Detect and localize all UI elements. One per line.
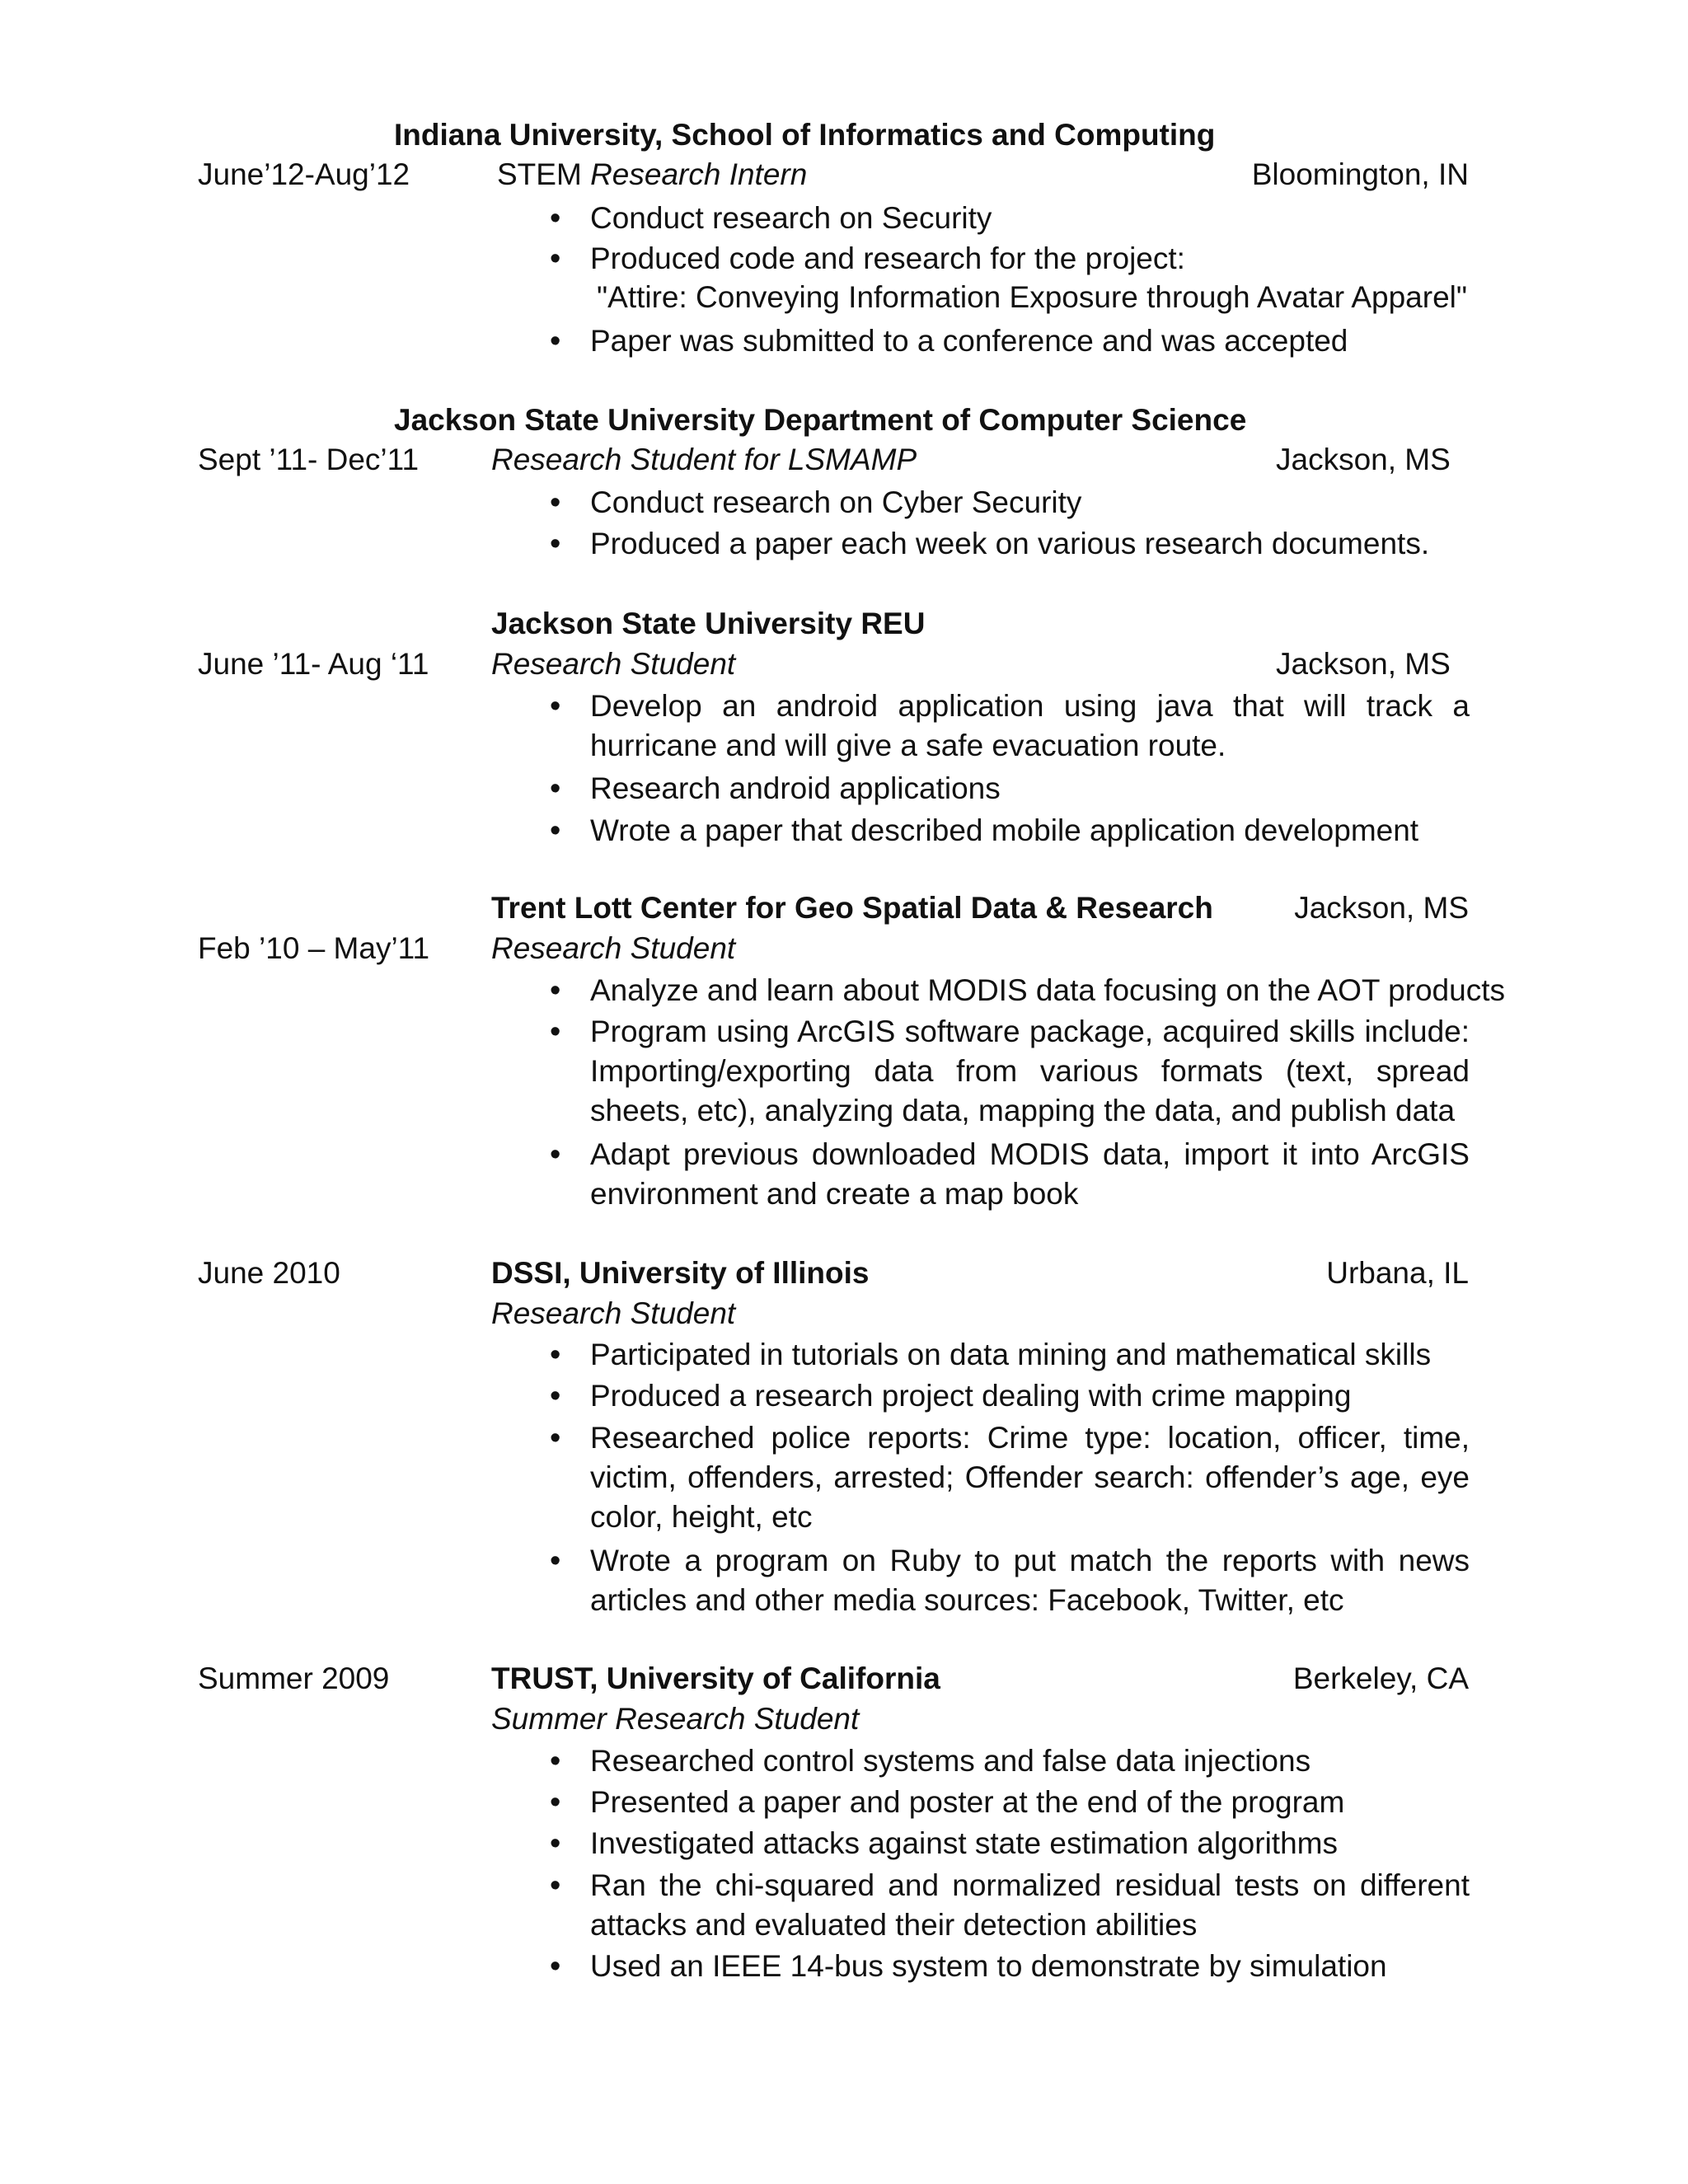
bullet-text: Used an IEEE 14-bus system to demonstrate by simulation — [590, 1949, 1387, 1983]
bullet-text: Investigated attacks against state estimation algorithms — [590, 1826, 1338, 1860]
bullet-text: Researched police reports: Crime type: location, officer, time, victim, offenders, arrested; Offender search: offender’s age, eye color, height, etc — [590, 1421, 1470, 1534]
location: Bloomington, IN — [1251, 157, 1469, 191]
project-title: "Attire: Conveying Information Exposure through Avatar Apparel" — [597, 280, 1468, 314]
date-range: June 2010 — [198, 1256, 340, 1290]
date-range: Sept ’11- Dec’11 — [198, 443, 420, 476]
org-name: Indiana University, School of Informatics and Computing — [394, 118, 1216, 152]
bullet-text: Produced a paper each week on various research documents. — [590, 527, 1430, 560]
bullet-text: Wrote a program on Ruby to put match the reports with news articles and other media sources: Facebook, Twitter, etc — [590, 1544, 1470, 1617]
role-title: Research Student for LSMAMP — [491, 443, 917, 476]
org-name: Jackson State University REU — [491, 607, 926, 640]
location: Jackson, MS — [1294, 891, 1469, 925]
bullet-text: Wrote a paper that described mobile application development — [590, 813, 1419, 847]
bullet-text: Analyze and learn about MODIS data focusing on the AOT products — [590, 973, 1505, 1007]
date-range: June ’11- Aug ‘11 — [198, 647, 429, 681]
role-italic: Research Intern — [590, 157, 808, 191]
date-range: June’12-Aug’12 — [198, 157, 410, 191]
org-name: DSSI, University of Illinois — [491, 1256, 870, 1290]
role-title: Summer Research Student — [491, 1702, 860, 1736]
org-name: TRUST, University of California — [491, 1661, 940, 1695]
bullet-text: Participated in tutorials on data mining and mathematical skills — [590, 1338, 1432, 1371]
bullet-text: Presented a paper and poster at the end of the program — [590, 1785, 1345, 1819]
location: Urbana, IL — [1326, 1256, 1469, 1290]
bullet-text: Researched control systems and false data injections — [590, 1744, 1311, 1778]
role-title — [497, 155, 807, 194]
location: Berkeley, CA — [1292, 1661, 1469, 1695]
org-name: Trent Lott Center for Geo Spatial Data & Research — [491, 891, 1213, 925]
bullet-text: Produced code and research for the project: — [590, 241, 1185, 275]
role-title: Research Student — [491, 931, 736, 965]
bullet-text: Produced a research project dealing with crime mapping — [590, 1379, 1352, 1413]
date-range: Feb ’10 – May’11 — [198, 931, 430, 965]
bullet-text: Research android applications — [590, 771, 1001, 805]
location: Jackson, MS — [1276, 647, 1451, 681]
bullet-text: Adapt previous downloaded MODIS data, import it into ArcGIS environment and create a map book — [590, 1137, 1470, 1211]
role-title: Research Student — [491, 1296, 736, 1330]
bullet-text: Conduct research on Security — [590, 201, 992, 235]
org-name: Jackson State University Department of Computer Science — [394, 403, 1247, 437]
bullet-text: Paper was submitted to a conference and was accepted — [590, 324, 1348, 358]
bullet-text: Ran the chi-squared and normalized residual tests on different attacks and evaluated their detection abilities — [590, 1868, 1470, 1942]
bullet-text: Program using ArcGIS software package, acquired skills include: Importing/exporting data from various formats (text, spread sheets, etc), analyzing data, mapping the data, and publish data — [590, 1015, 1470, 1127]
bullet-text: Develop an android application using java that will track a hurricane and will give a safe evacuation route. — [590, 689, 1470, 762]
location: Jackson, MS — [1276, 443, 1451, 476]
role-prefix: STEM — [497, 157, 591, 191]
bullet-text: Conduct research on Cyber Security — [590, 485, 1082, 519]
date-range: Summer 2009 — [198, 1661, 390, 1695]
role-title: Research Student — [491, 647, 736, 681]
